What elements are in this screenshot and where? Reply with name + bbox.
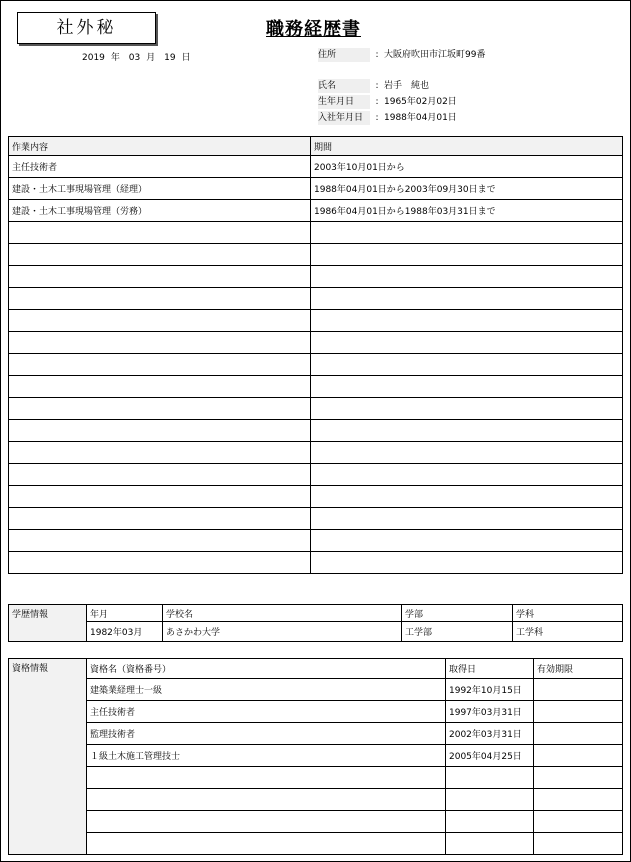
- date-month: 03: [128, 53, 141, 63]
- name-label: 氏名: [318, 79, 370, 93]
- date-year: 2019: [82, 53, 105, 63]
- license-expiry-cell: [534, 833, 623, 855]
- work-period-cell: [311, 530, 623, 552]
- work-row: [9, 266, 623, 288]
- license-acquired-cell: 1997年03月31日: [446, 701, 534, 723]
- license-expiry-cell: [534, 679, 623, 701]
- work-row: [9, 354, 623, 376]
- license-header-acquired: 取得日: [446, 659, 534, 679]
- license-expiry-cell: [534, 789, 623, 811]
- license-expiry-cell: [534, 701, 623, 723]
- work-row: [9, 288, 623, 310]
- work-period-cell: [311, 288, 623, 310]
- education-header-department: 学科: [513, 605, 623, 622]
- work-row: [9, 398, 623, 420]
- join-date-label: 入社年月日: [318, 111, 370, 125]
- work-content-cell: 建設・土木工事現場管理（労務）: [9, 200, 311, 222]
- license-row: [9, 745, 623, 767]
- license-row: [9, 723, 623, 745]
- work-content-cell: [9, 222, 311, 244]
- license-acquired-cell: 2002年03月31日: [446, 723, 534, 745]
- work-content-cell: [9, 332, 311, 354]
- document-date: [82, 50, 197, 63]
- work-period-cell: [311, 508, 623, 530]
- license-header-expiry: 有効期限: [534, 659, 623, 679]
- education-faculty: 工学部: [402, 622, 513, 642]
- work-row: [9, 178, 623, 200]
- birthdate-value: 1965年02月02日: [384, 97, 457, 107]
- work-period-cell: [311, 354, 623, 376]
- work-period-cell: [311, 266, 623, 288]
- license-row: [9, 833, 623, 855]
- work-period-cell: [311, 464, 623, 486]
- work-row: [9, 530, 623, 552]
- work-period-cell: 2003年10月01日から: [311, 156, 623, 178]
- education-department: 工学科: [513, 622, 623, 642]
- work-content-cell: [9, 244, 311, 266]
- work-row: [9, 508, 623, 530]
- license-name-cell: [87, 789, 446, 811]
- license-row: [9, 811, 623, 833]
- education-table: [8, 604, 623, 642]
- work-row: [9, 156, 623, 178]
- license-acquired-cell: [446, 811, 534, 833]
- work-row: [9, 310, 623, 332]
- work-content-cell: [9, 530, 311, 552]
- license-expiry-cell: [534, 723, 623, 745]
- work-content-cell: [9, 398, 311, 420]
- education-header-date: 年月: [87, 605, 163, 622]
- license-acquired-cell: 1992年10月15日: [446, 679, 534, 701]
- license-expiry-cell: [534, 767, 623, 789]
- license-name-cell: [87, 767, 446, 789]
- work-period-cell: 1988年04月01日から2003年09月30日まで: [311, 178, 623, 200]
- work-period-cell: [311, 398, 623, 420]
- work-row: [9, 552, 623, 574]
- education-header-faculty: 学部: [402, 605, 513, 622]
- license-acquired-cell: [446, 833, 534, 855]
- education-school: あさかわ大学: [163, 622, 402, 642]
- work-period-cell: [311, 552, 623, 574]
- license-acquired-cell: [446, 767, 534, 789]
- work-content-cell: [9, 464, 311, 486]
- license-name-cell: [87, 811, 446, 833]
- work-content-cell: [9, 420, 311, 442]
- work-content-cell: [9, 288, 311, 310]
- license-name-cell: [87, 833, 446, 855]
- work-period-cell: [311, 310, 623, 332]
- license-section-label: 資格情報: [9, 659, 87, 855]
- work-history-table: [8, 136, 623, 574]
- license-row: [9, 789, 623, 811]
- work-content-cell: [9, 354, 311, 376]
- work-period-cell: [311, 244, 623, 266]
- license-table: [8, 658, 623, 855]
- work-row: [9, 244, 623, 266]
- work-period-cell: [311, 376, 623, 398]
- work-row: [9, 200, 623, 222]
- license-name-cell: １級土木施工管理技士: [87, 745, 446, 767]
- work-header-period: 期間: [311, 137, 623, 156]
- work-content-cell: [9, 310, 311, 332]
- address-line: 住所 : 大阪府吹田市江坂町99番: [318, 50, 486, 60]
- work-header-content: 作業内容: [9, 137, 311, 156]
- name-value: 岩手 純也: [384, 81, 430, 91]
- work-period-cell: [311, 420, 623, 442]
- work-content-cell: [9, 266, 311, 288]
- birthdate-label: 生年月日: [318, 95, 370, 109]
- join-date-value: 1988年04月01日: [384, 113, 457, 123]
- date-day-unit: 日: [181, 53, 191, 63]
- work-content-cell: 建設・土木工事現場管理（経理）: [9, 178, 311, 200]
- license-acquired-cell: [446, 789, 534, 811]
- address-value: 大阪府吹田市江坂町99番: [384, 50, 486, 60]
- work-row: [9, 332, 623, 354]
- license-name-cell: 建築業経理士一級: [87, 679, 446, 701]
- work-row: [9, 464, 623, 486]
- license-header-name: 資格名（資格番号）: [87, 659, 446, 679]
- work-content-cell: [9, 486, 311, 508]
- work-period-cell: [311, 486, 623, 508]
- license-row: [9, 701, 623, 723]
- work-period-cell: [311, 222, 623, 244]
- work-row: [9, 222, 623, 244]
- work-row: [9, 376, 623, 398]
- work-content-cell: [9, 376, 311, 398]
- education-date: 1982年03月: [87, 622, 163, 642]
- address-label: 住所: [318, 48, 370, 62]
- work-period-cell: 1986年04月01日から1988年03月31日まで: [311, 200, 623, 222]
- license-expiry-cell: [534, 745, 623, 767]
- license-expiry-cell: [534, 811, 623, 833]
- confidential-stamp: 社外秘: [17, 12, 156, 44]
- education-section-label: 学歴情報: [9, 605, 87, 642]
- work-row: [9, 486, 623, 508]
- work-content-cell: [9, 552, 311, 574]
- work-row: [9, 442, 623, 464]
- work-content-cell: [9, 508, 311, 530]
- license-name-cell: 監理技術者: [87, 723, 446, 745]
- page-title: 職務経歴書: [266, 19, 361, 40]
- join-date-line: 入社年月日 : 1988年04月01日: [318, 113, 457, 123]
- license-row: [9, 767, 623, 789]
- date-month-unit: 月: [146, 53, 156, 63]
- education-header-school: 学校名: [163, 605, 402, 622]
- work-period-cell: [311, 442, 623, 464]
- work-row: [9, 420, 623, 442]
- license-row: [9, 679, 623, 701]
- date-day: 19: [164, 53, 176, 63]
- name-line: 氏名 : 岩手 純也: [318, 81, 430, 91]
- birthdate-line: 生年月日 : 1965年02月02日: [318, 97, 457, 107]
- license-acquired-cell: 2005年04月25日: [446, 745, 534, 767]
- license-name-cell: 主任技術者: [87, 701, 446, 723]
- work-content-cell: [9, 442, 311, 464]
- date-year-unit: 年: [110, 53, 120, 63]
- work-period-cell: [311, 332, 623, 354]
- work-content-cell: 主任技術者: [9, 156, 311, 178]
